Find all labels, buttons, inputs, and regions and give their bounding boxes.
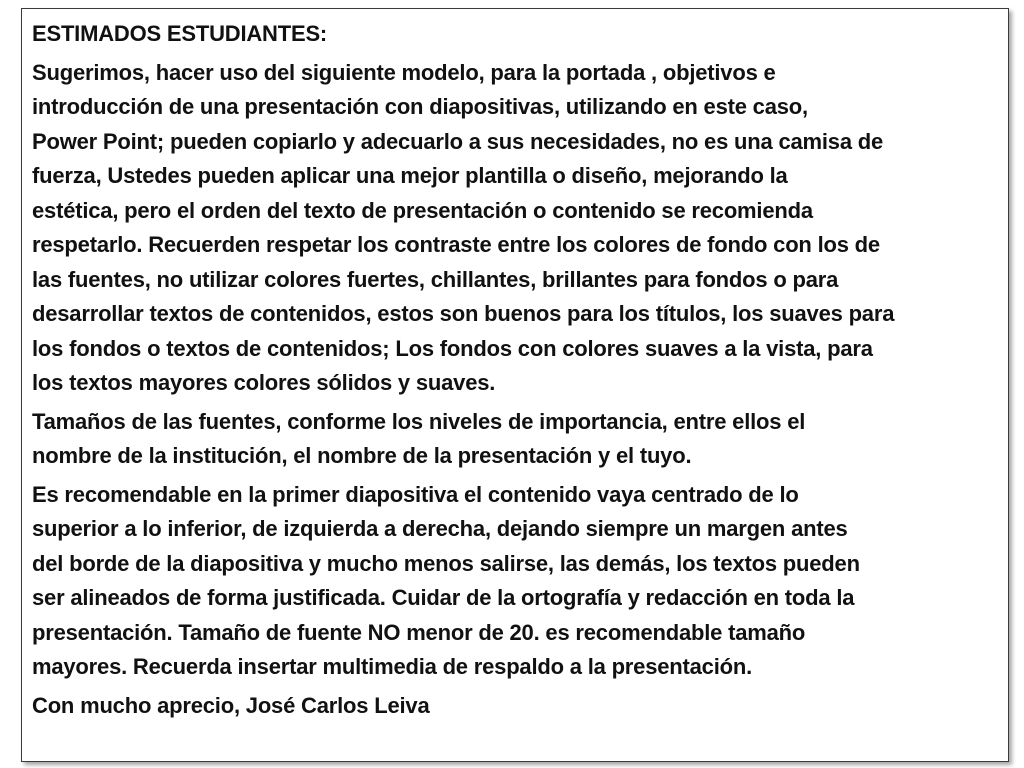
signature: Con mucho aprecio, José Carlos Leiva — [32, 692, 430, 718]
text-box — [21, 8, 1009, 762]
greeting-heading: ESTIMADOS ESTUDIANTES: — [32, 21, 328, 46]
paragraph-model-suggestion: Sugerimos, hacer uso del siguiente modelo, para la portada , objetivos e introducción de una presentación con diapositivas, utilizando en este caso, Power Point; pueden copiarlo y adecuarlo a sus necesidades, no es una camisa de fuerza, Ustedes pueden aplicar una mejor plantilla o diseño, mejorando la estética, pero el orden del texto de presentación o contenido se recomienda respetarlo. Recuerden respetar los contraste entre los colores de fondo con los de las fuentes, no utilizar colores fuertes, chillantes, brillantes para fondos o para desarrollar textos de contenidos, estos son buenos para los títulos, los suaves para los fondos o textos de contenidos; Los fondos con colores suaves a la vista, para los textos mayores colores sólidos y suaves. — [32, 59, 895, 395]
paragraph-first-slide: Es recomendable en la primer diapositiva el contenido vaya centrado de lo superior a lo inferior, de izquierda a derecha, dejando siempre un margen antes del borde de la diapositiva y mucho menos salirse, las demás, los textos pueden ser alineados de forma justificada. Cuidar de la ortografía y redacción en toda la presentación. Tamaño de fuente NO menor de 20. es recomendable tamaño mayores. Recuerda insertar multimedia de respaldo a la presentación. — [32, 481, 860, 679]
paragraph-font-sizes: Tamaños de las fuentes, conforme los niveles de importancia, entre ellos el nombre de la institución, el nombre de la presentación y el tuyo. — [32, 408, 806, 468]
